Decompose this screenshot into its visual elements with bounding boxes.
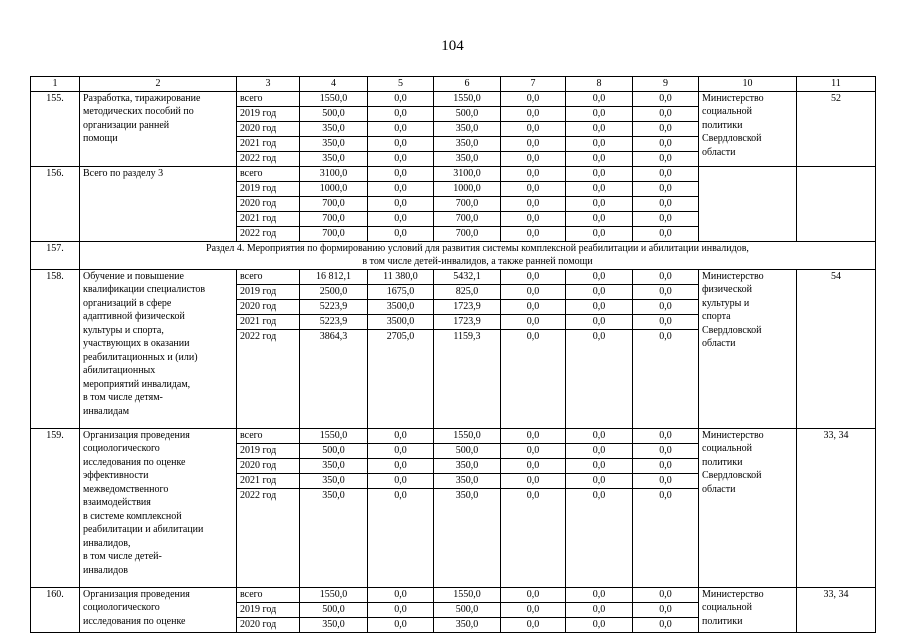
- value-cell: 0,0: [368, 226, 434, 241]
- value-cell: 0,0: [633, 299, 699, 314]
- measure-title-line: Разработка, тиражирование: [83, 92, 201, 104]
- value-cell: 0,0: [633, 458, 699, 473]
- measure-title-line: взаимодействия: [83, 497, 151, 508]
- value-cell: 350,0: [300, 136, 368, 151]
- value-cell: 350,0: [434, 151, 501, 166]
- executor-line: социальной: [702, 106, 752, 117]
- measure-title-line: социологического: [83, 602, 160, 613]
- measure-title: [80, 587, 237, 632]
- measure-title-line: исследования по оценке: [83, 615, 186, 627]
- value-cell: 0,0: [566, 284, 633, 299]
- row-number: 158.: [31, 269, 80, 428]
- period-label: 2022 год: [237, 488, 300, 587]
- measure-title-line: реабилитации и абилитации: [83, 524, 204, 535]
- measure-title-line: в системе комплексной: [83, 510, 182, 522]
- executor-line: Свердловской: [702, 324, 762, 336]
- executor: [699, 91, 797, 166]
- value-cell: 0,0: [501, 443, 566, 458]
- value-cell: 500,0: [300, 602, 368, 617]
- period-label: 2020 год: [237, 458, 300, 473]
- measure-title-line: Обучение и повышение: [83, 270, 184, 282]
- measure-title-line: инвалидов: [83, 564, 128, 576]
- value-cell: 0,0: [633, 166, 699, 181]
- value-cell: 0,0: [368, 211, 434, 226]
- value-cell: 0,0: [633, 269, 699, 284]
- value-cell: 1723,9: [434, 299, 501, 314]
- header-cell: 5: [368, 77, 434, 92]
- value-cell: 0,0: [566, 602, 633, 617]
- value-cell: 500,0: [300, 106, 368, 121]
- period-label: всего: [237, 269, 300, 284]
- value-cell: 700,0: [300, 211, 368, 226]
- period-label: 2019 год: [237, 284, 300, 299]
- value-cell: 0,0: [633, 602, 699, 617]
- value-cell: 350,0: [434, 488, 501, 587]
- executor-line: Свердловской: [702, 470, 762, 481]
- value-cell: 825,0: [434, 284, 501, 299]
- value-cell: 0,0: [566, 443, 633, 458]
- value-cell: 0,0: [566, 211, 633, 226]
- value-cell: 0,0: [566, 226, 633, 241]
- value-cell: 1675,0: [368, 284, 434, 299]
- measure-title-line: исследования по оценке: [83, 456, 186, 468]
- value-cell: 0,0: [501, 151, 566, 166]
- value-cell: 0,0: [566, 428, 633, 443]
- value-cell: 0,0: [368, 428, 434, 443]
- value-cell: 0,0: [368, 458, 434, 473]
- value-cell: 0,0: [501, 602, 566, 617]
- table-row: [31, 587, 876, 602]
- value-cell: 0,0: [566, 458, 633, 473]
- value-cell: 0,0: [633, 181, 699, 196]
- value-cell: 0,0: [368, 443, 434, 458]
- executor-line: культуры и: [702, 297, 750, 309]
- value-cell: 0,0: [501, 299, 566, 314]
- value-cell: 0,0: [501, 428, 566, 443]
- period-label: 2020 год: [237, 299, 300, 314]
- header-cell: 2: [80, 77, 237, 92]
- value-cell: 0,0: [368, 181, 434, 196]
- value-cell: 350,0: [434, 458, 501, 473]
- header-row: [31, 77, 876, 92]
- measure-title-line: в том числе детей-: [83, 551, 162, 562]
- executor-line: Министерство: [702, 92, 764, 104]
- executor-line: социальной: [702, 443, 752, 454]
- period-label: 2021 год: [237, 314, 300, 329]
- measure-title-line: социологического: [83, 443, 160, 454]
- value-cell: 0,0: [368, 617, 434, 632]
- measure-title-line: квалификации специалистов: [83, 284, 206, 295]
- executor: [699, 166, 797, 241]
- value-cell: 1550,0: [300, 91, 368, 106]
- value-cell: 1550,0: [434, 587, 501, 602]
- value-cell: 0,0: [501, 473, 566, 488]
- row-number: 160.: [31, 587, 80, 632]
- value-cell: 0,0: [501, 284, 566, 299]
- value-cell: 0,0: [566, 488, 633, 587]
- measure-title: [80, 91, 237, 166]
- value-cell: 0,0: [566, 314, 633, 329]
- measure-title-line: Организация проведения: [83, 429, 190, 441]
- value-cell: 0,0: [501, 91, 566, 106]
- period-label: 2021 год: [237, 211, 300, 226]
- table-row: [31, 166, 876, 181]
- header-cell: 3: [237, 77, 300, 92]
- value-cell: 0,0: [501, 269, 566, 284]
- value-cell: 350,0: [300, 458, 368, 473]
- value-cell: 3864,3: [300, 329, 368, 428]
- value-cell: 0,0: [566, 196, 633, 211]
- measure-title-line: организаций в сфере: [83, 297, 172, 309]
- row-number: 155.: [31, 91, 80, 166]
- measure-title-line: межведомственного: [83, 483, 169, 495]
- value-cell: 0,0: [368, 121, 434, 136]
- value-cell: 0,0: [368, 91, 434, 106]
- value-cell: 0,0: [633, 314, 699, 329]
- period-label: 2020 год: [237, 196, 300, 211]
- value-cell: 0,0: [633, 488, 699, 587]
- value-cell: 0,0: [633, 284, 699, 299]
- value-cell: 5432,1: [434, 269, 501, 284]
- value-cell: 1159,3: [434, 329, 501, 428]
- value-cell: 0,0: [501, 106, 566, 121]
- executor-line: политики: [702, 615, 743, 627]
- value-cell: 500,0: [300, 443, 368, 458]
- executor-line: области: [702, 483, 736, 495]
- measure-title-line: абилитационных: [83, 365, 156, 376]
- measure-title-line: Всего по разделу 3: [83, 167, 164, 179]
- value-cell: 3500,0: [368, 299, 434, 314]
- page-number: 104: [441, 38, 464, 54]
- value-cell: 500,0: [434, 443, 501, 458]
- value-cell: 5223,9: [300, 299, 368, 314]
- value-cell: 1550,0: [300, 587, 368, 602]
- value-cell: 350,0: [300, 121, 368, 136]
- value-cell: 0,0: [501, 314, 566, 329]
- section-title: [80, 241, 876, 269]
- measure-title-line: помощи: [83, 133, 118, 144]
- executor-line: Министерство: [702, 270, 764, 282]
- value-cell: 0,0: [566, 269, 633, 284]
- header-cell: 9: [633, 77, 699, 92]
- row-number: 159.: [31, 428, 80, 587]
- value-cell: 0,0: [566, 166, 633, 181]
- value-cell: 0,0: [633, 121, 699, 136]
- value-cell: 0,0: [566, 587, 633, 602]
- executor: [699, 269, 797, 428]
- measure-title-line: в том числе детям-: [83, 392, 163, 403]
- value-cell: 1723,9: [434, 314, 501, 329]
- value-cell: 0,0: [368, 602, 434, 617]
- value-cell: 0,0: [368, 587, 434, 602]
- table-row: [31, 269, 876, 284]
- value-cell: 350,0: [434, 136, 501, 151]
- value-cell: 0,0: [501, 488, 566, 587]
- value-cell: 0,0: [566, 617, 633, 632]
- measure-title: [80, 269, 237, 428]
- period-label: 2020 год: [237, 617, 300, 632]
- value-cell: 5223,9: [300, 314, 368, 329]
- table-row: [31, 91, 876, 106]
- value-cell: 0,0: [501, 136, 566, 151]
- value-cell: 1000,0: [434, 181, 501, 196]
- period-label: 2022 год: [237, 226, 300, 241]
- value-cell: 700,0: [300, 226, 368, 241]
- value-cell: 0,0: [501, 587, 566, 602]
- value-cell: 0,0: [633, 473, 699, 488]
- executor-line: социальной: [702, 602, 752, 613]
- section-title-line: Раздел 4. Мероприятия по формированию условий для развития системы комплексной реабилитации и абилитации инвалидов,: [206, 242, 749, 254]
- value-cell: 350,0: [300, 488, 368, 587]
- value-cell: 0,0: [633, 226, 699, 241]
- period-label: всего: [237, 166, 300, 181]
- value-cell: 0,0: [566, 91, 633, 106]
- period-label: 2019 год: [237, 443, 300, 458]
- executor-line: Министерство: [702, 429, 764, 441]
- period-label: 2021 год: [237, 473, 300, 488]
- row-number: 157.: [31, 241, 80, 269]
- value-cell: 0,0: [633, 329, 699, 428]
- value-cell: 0,0: [501, 458, 566, 473]
- header-cell: 10: [699, 77, 797, 92]
- executor: [699, 428, 797, 587]
- value-cell: 350,0: [300, 617, 368, 632]
- executor-line: Свердловской: [702, 133, 762, 144]
- value-cell: 0,0: [368, 151, 434, 166]
- measure-title-line: культуры и спорта,: [83, 324, 164, 336]
- value-cell: 1550,0: [434, 91, 501, 106]
- measure-title-line: участвующих в оказании: [83, 338, 190, 349]
- value-cell: 0,0: [501, 617, 566, 632]
- value-cell: 0,0: [566, 473, 633, 488]
- value-cell: 0,0: [633, 428, 699, 443]
- value-cell: 11 380,0: [368, 269, 434, 284]
- measure-title-line: организации ранней: [83, 119, 170, 131]
- executor-line: физической: [702, 284, 752, 295]
- value-cell: 500,0: [434, 602, 501, 617]
- period-label: 2019 год: [237, 602, 300, 617]
- header-cell: 11: [797, 77, 876, 92]
- value-cell: 0,0: [566, 299, 633, 314]
- value-cell: 0,0: [501, 121, 566, 136]
- value-cell: 700,0: [434, 196, 501, 211]
- value-cell: 16 812,1: [300, 269, 368, 284]
- target-ref: 54: [797, 269, 876, 428]
- executor-line: политики: [702, 456, 743, 468]
- executor-line: политики: [702, 119, 743, 131]
- value-cell: 0,0: [633, 617, 699, 632]
- value-cell: 0,0: [368, 488, 434, 587]
- target-ref: 52: [797, 91, 876, 166]
- value-cell: 2500,0: [300, 284, 368, 299]
- value-cell: 700,0: [434, 211, 501, 226]
- value-cell: 0,0: [633, 587, 699, 602]
- value-cell: 0,0: [566, 121, 633, 136]
- measure-title-line: Организация проведения: [83, 588, 190, 600]
- value-cell: 0,0: [633, 151, 699, 166]
- budget-table: [30, 76, 876, 633]
- target-ref: 33, 34: [797, 587, 876, 632]
- value-cell: 1550,0: [300, 428, 368, 443]
- measure-title: [80, 428, 237, 587]
- value-cell: 0,0: [633, 196, 699, 211]
- value-cell: 0,0: [501, 166, 566, 181]
- value-cell: 0,0: [501, 181, 566, 196]
- section-title-line: в том числе детей-инвалидов, а также ранней помощи: [362, 256, 593, 267]
- period-label: 2022 год: [237, 151, 300, 166]
- value-cell: 0,0: [633, 91, 699, 106]
- value-cell: 0,0: [633, 106, 699, 121]
- value-cell: 0,0: [566, 151, 633, 166]
- table-row: [31, 428, 876, 443]
- value-cell: 3100,0: [300, 166, 368, 181]
- executor-line: области: [702, 338, 736, 349]
- value-cell: 0,0: [566, 329, 633, 428]
- value-cell: 500,0: [434, 106, 501, 121]
- value-cell: 350,0: [300, 473, 368, 488]
- period-label: 2020 год: [237, 121, 300, 136]
- executor-line: спорта: [702, 311, 731, 322]
- value-cell: 0,0: [566, 106, 633, 121]
- value-cell: 0,0: [501, 226, 566, 241]
- header-cell: 8: [566, 77, 633, 92]
- measure-title-line: инвалидам: [83, 405, 130, 417]
- row-number: 156.: [31, 166, 80, 241]
- value-cell: 0,0: [501, 211, 566, 226]
- value-cell: 700,0: [434, 226, 501, 241]
- value-cell: 1000,0: [300, 181, 368, 196]
- value-cell: 350,0: [434, 473, 501, 488]
- period-label: 2021 год: [237, 136, 300, 151]
- value-cell: 350,0: [434, 121, 501, 136]
- value-cell: 0,0: [368, 166, 434, 181]
- period-label: 2019 год: [237, 106, 300, 121]
- value-cell: 0,0: [501, 329, 566, 428]
- value-cell: 2705,0: [368, 329, 434, 428]
- measure-title: [80, 166, 237, 241]
- value-cell: 350,0: [434, 617, 501, 632]
- executor-line: Министерство: [702, 588, 764, 600]
- value-cell: 0,0: [633, 136, 699, 151]
- section-row: [31, 241, 876, 269]
- executor: [699, 587, 797, 632]
- measure-title-line: реабилитационных и (или): [83, 351, 198, 363]
- value-cell: 3100,0: [434, 166, 501, 181]
- period-label: 2022 год: [237, 329, 300, 428]
- value-cell: 700,0: [300, 196, 368, 211]
- value-cell: 0,0: [368, 196, 434, 211]
- value-cell: 3500,0: [368, 314, 434, 329]
- header-cell: 4: [300, 77, 368, 92]
- target-ref: 33, 34: [797, 428, 876, 587]
- period-label: всего: [237, 91, 300, 106]
- period-label: 2019 год: [237, 181, 300, 196]
- measure-title-line: адаптивной физической: [83, 311, 185, 322]
- value-cell: 0,0: [633, 211, 699, 226]
- value-cell: 0,0: [501, 196, 566, 211]
- value-cell: 350,0: [300, 151, 368, 166]
- header-cell: 7: [501, 77, 566, 92]
- value-cell: 0,0: [368, 136, 434, 151]
- measure-title-line: инвалидов,: [83, 537, 131, 549]
- measure-title-line: эффективности: [83, 470, 149, 481]
- measure-title-line: методических пособий по: [83, 106, 194, 117]
- value-cell: 0,0: [368, 473, 434, 488]
- period-label: всего: [237, 587, 300, 602]
- target-ref: [797, 166, 876, 241]
- header-cell: 1: [31, 77, 80, 92]
- value-cell: 1550,0: [434, 428, 501, 443]
- period-label: всего: [237, 428, 300, 443]
- header-cell: 6: [434, 77, 501, 92]
- measure-title-line: мероприятий инвалидам,: [83, 378, 191, 390]
- executor-line: области: [702, 146, 736, 158]
- value-cell: 0,0: [566, 136, 633, 151]
- value-cell: 0,0: [633, 443, 699, 458]
- value-cell: 0,0: [566, 181, 633, 196]
- value-cell: 0,0: [368, 106, 434, 121]
